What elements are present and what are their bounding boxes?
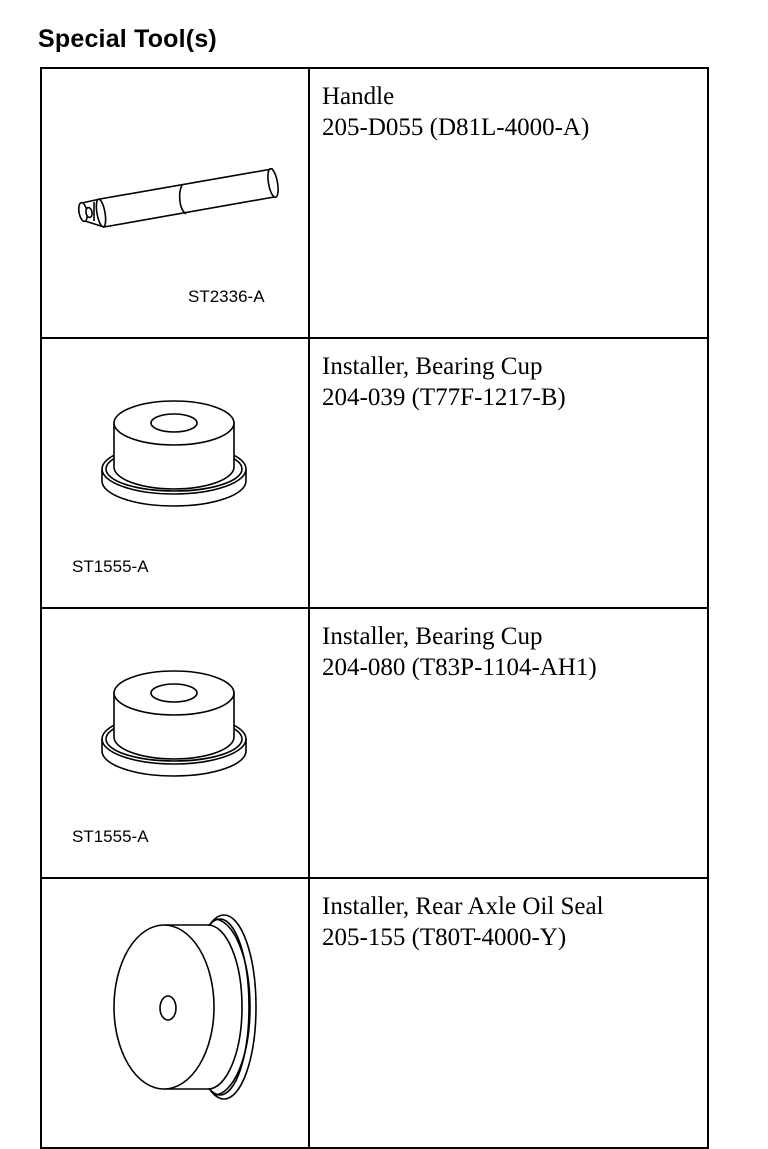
tool-number: 204-039 (T77F-1217-B) [322, 384, 566, 411]
special-tools-table [40, 67, 709, 1149]
tool-name: Installer, Rear Axle Oil Seal [322, 893, 604, 920]
tool-name: Handle [322, 83, 395, 110]
tool-illustration-cell [41, 338, 309, 608]
tool-illustration-cell [41, 608, 309, 878]
tool-illustration-cell [41, 68, 309, 338]
tool-name: Installer, Bearing Cup [322, 623, 543, 650]
tool-description-cell [309, 608, 708, 878]
page-title: Special Tool(s) [38, 25, 217, 53]
tool-number: 204-080 (T83P-1104-AH1) [322, 654, 597, 681]
bearing-cup-installer-icon [42, 339, 308, 593]
tool-number: 205-155 (T80T-4000-Y) [322, 924, 567, 951]
tool-description-cell [309, 878, 708, 1148]
axle-oil-seal-installer-icon [42, 879, 308, 1133]
handle-icon [42, 69, 308, 323]
table-row [41, 878, 708, 1148]
table-row [41, 338, 708, 608]
tool-number: 205-D055 (D81L-4000-A) [322, 114, 590, 141]
tool-illustration-cell [41, 878, 309, 1148]
tool-description-cell [309, 338, 708, 608]
tool-name: Installer, Bearing Cup [322, 353, 543, 380]
tool-description-cell [309, 68, 708, 338]
figure-label: ST1555-A [72, 557, 149, 576]
figure-label: ST2336-A [188, 287, 265, 306]
table-row [41, 608, 708, 878]
figure-label: ST1555-A [72, 827, 149, 846]
bearing-cup-installer-icon [42, 609, 308, 863]
table-row [41, 68, 708, 338]
